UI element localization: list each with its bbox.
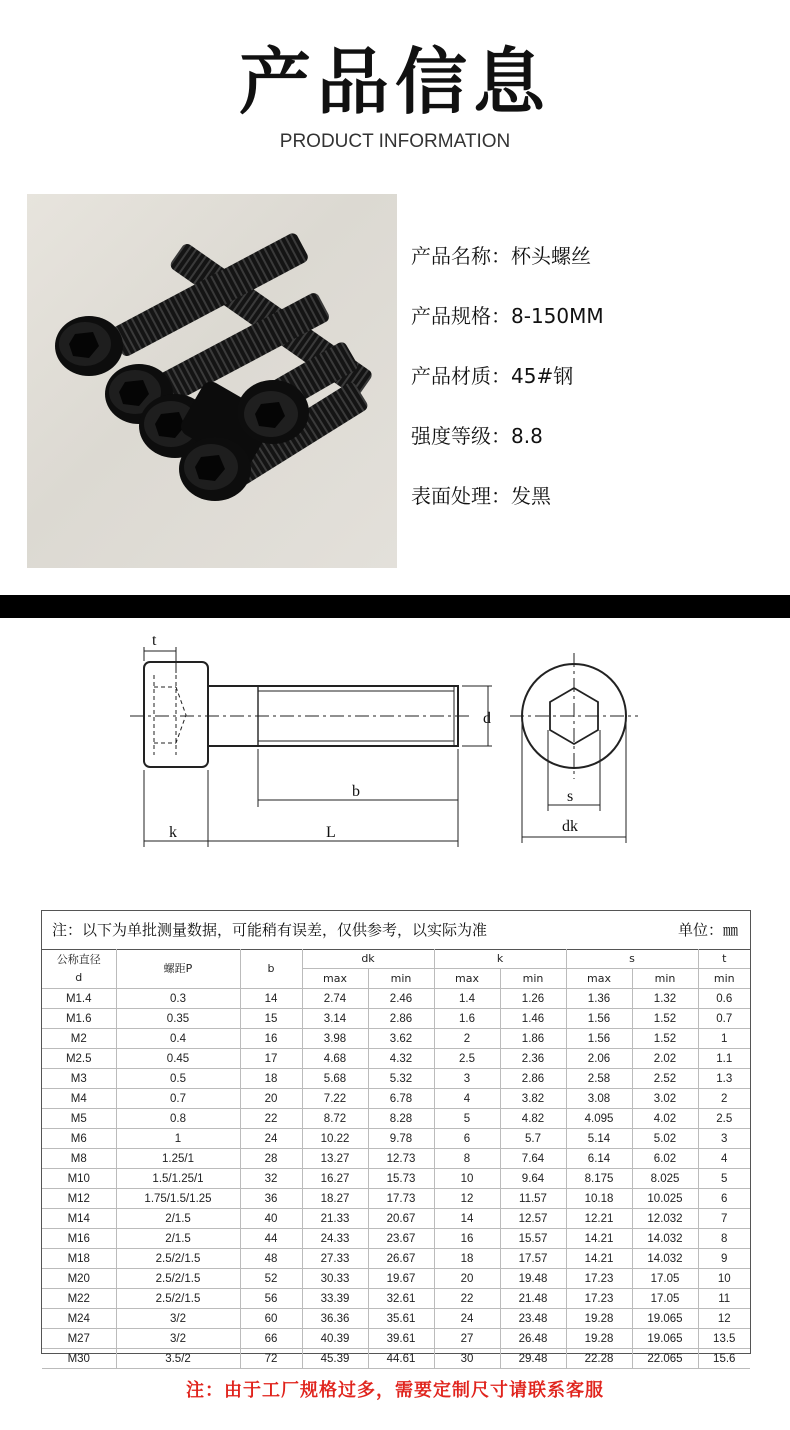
table-cell: 8.28 — [368, 1109, 434, 1129]
table-cell: 12 — [698, 1309, 750, 1329]
table-cell: 2.5 — [698, 1109, 750, 1129]
table-cell: 2 — [434, 1029, 500, 1049]
table-row — [42, 1109, 750, 1129]
table-cell: 2.02 — [632, 1049, 698, 1069]
table-row — [42, 1209, 750, 1229]
table-cell: 11 — [698, 1289, 750, 1309]
table-cell: 1.6 — [434, 1009, 500, 1029]
table-cell: 27.33 — [302, 1249, 368, 1269]
table-cell: 13.27 — [302, 1149, 368, 1169]
table-row — [42, 1289, 750, 1309]
info-label: 产品规格： — [411, 304, 511, 328]
technical-drawing — [0, 625, 790, 855]
table-cell: 4.32 — [368, 1049, 434, 1069]
table-cell: 19.67 — [368, 1269, 434, 1289]
dim-label-s: s — [567, 788, 574, 805]
table-cell: 17.57 — [500, 1249, 566, 1269]
table-cell: 22 — [434, 1289, 500, 1309]
spec-table — [41, 910, 751, 1365]
table-cell: 40 — [240, 1209, 302, 1229]
table-cell: 40.39 — [302, 1329, 368, 1349]
header-max: max — [566, 969, 632, 989]
info-label: 产品材质： — [411, 364, 511, 388]
table-cell: 1.25/1 — [116, 1149, 240, 1169]
table-cell: 0.4 — [116, 1029, 240, 1049]
table-cell: 15.73 — [368, 1169, 434, 1189]
table-row — [42, 1349, 750, 1369]
dim-label-L: L — [326, 824, 336, 841]
table-row — [42, 1129, 750, 1149]
table-cell: 1.75/1.5/1.25 — [116, 1189, 240, 1209]
table-cell: 26.67 — [368, 1249, 434, 1269]
table-cell: 48 — [240, 1249, 302, 1269]
table-cell: 15 — [240, 1009, 302, 1029]
table-cell: 14.21 — [566, 1229, 632, 1249]
table-cell: M1.6 — [42, 1009, 116, 1029]
table-cell: 9.64 — [500, 1169, 566, 1189]
table-cell: 9 — [698, 1249, 750, 1269]
table-cell: M8 — [42, 1149, 116, 1169]
table-cell: 36 — [240, 1189, 302, 1209]
table-cell: 60 — [240, 1309, 302, 1329]
table-cell: 2/1.5 — [116, 1229, 240, 1249]
table-cell: 0.7 — [698, 1009, 750, 1029]
info-row-spec — [411, 300, 771, 360]
table-cell: 5.68 — [302, 1069, 368, 1089]
table-cell: 3 — [698, 1129, 750, 1149]
table-cell: 28 — [240, 1149, 302, 1169]
table-cell: 33.39 — [302, 1289, 368, 1309]
table-cell: 21.33 — [302, 1209, 368, 1229]
header-max: max — [434, 969, 500, 989]
table-cell: 52 — [240, 1269, 302, 1289]
page-title: 产品信息 — [238, 40, 551, 124]
header-min: min — [500, 969, 566, 989]
table-cell: 6.02 — [632, 1149, 698, 1169]
table-cell: 5 — [434, 1109, 500, 1129]
product-info — [411, 240, 771, 540]
table-cell: 18 — [434, 1249, 500, 1269]
table-cell: 72 — [240, 1349, 302, 1369]
table-cell: 2.74 — [302, 989, 368, 1009]
page-subtitle: PRODUCT INFORMATION — [279, 131, 511, 152]
header-t: t — [698, 949, 750, 969]
table-cell: 1.26 — [500, 989, 566, 1009]
dim-label-dk: dk — [562, 818, 578, 835]
table-cell: 4 — [698, 1149, 750, 1169]
table-cell: 1.1 — [698, 1049, 750, 1069]
table-cell: 23.48 — [500, 1309, 566, 1329]
table-cell: 2.5/2/1.5 — [116, 1249, 240, 1269]
table-cell: 0.6 — [698, 989, 750, 1009]
info-row-finish — [411, 480, 771, 540]
table-cell: 2.06 — [566, 1049, 632, 1069]
table-cell: 26.48 — [500, 1329, 566, 1349]
table-cell: 8.175 — [566, 1169, 632, 1189]
header-k: k — [434, 949, 566, 969]
table-cell: 24.33 — [302, 1229, 368, 1249]
table-cell: 17.23 — [566, 1269, 632, 1289]
table-cell: 0.35 — [116, 1009, 240, 1029]
table-cell: 44 — [240, 1229, 302, 1249]
table-row — [42, 1029, 750, 1049]
table-cell: M20 — [42, 1269, 116, 1289]
table-cell: 0.5 — [116, 1069, 240, 1089]
table-cell: 19.28 — [566, 1309, 632, 1329]
table-cell: 4 — [434, 1089, 500, 1109]
table-cell: M2 — [42, 1029, 116, 1049]
table-cell: M6 — [42, 1129, 116, 1149]
info-row-name — [411, 240, 771, 300]
table-cell: 5.14 — [566, 1129, 632, 1149]
table-cell: 0.3 — [116, 989, 240, 1009]
table-row — [42, 1149, 750, 1169]
info-value: 发黑 — [511, 484, 551, 508]
table-cell: 10 — [434, 1169, 500, 1189]
table-cell: 6.78 — [368, 1089, 434, 1109]
table-cell: 3 — [434, 1069, 500, 1089]
table-cell: 17.23 — [566, 1289, 632, 1309]
table-cell: 1.86 — [500, 1029, 566, 1049]
table-cell: 0.45 — [116, 1049, 240, 1069]
table-cell: 7.22 — [302, 1089, 368, 1109]
table-cell: 7.64 — [500, 1149, 566, 1169]
table-cell: 10.18 — [566, 1189, 632, 1209]
table-row — [42, 1249, 750, 1269]
table-cell: 20 — [434, 1269, 500, 1289]
table-cell: 1 — [698, 1029, 750, 1049]
table-cell: 3.82 — [500, 1089, 566, 1109]
table-cell: 4.82 — [500, 1109, 566, 1129]
table-cell: 5.7 — [500, 1129, 566, 1149]
table-cell: 18.27 — [302, 1189, 368, 1209]
table-cell: 3/2 — [116, 1329, 240, 1349]
table-cell: 1.36 — [566, 989, 632, 1009]
product-photo — [27, 194, 397, 568]
dim-label-d: d — [483, 710, 491, 727]
table-cell: 3.98 — [302, 1029, 368, 1049]
table-cell: 12.57 — [500, 1209, 566, 1229]
table-cell: 15.6 — [698, 1349, 750, 1369]
table-cell: 0.8 — [116, 1109, 240, 1129]
table-cell: 8 — [434, 1149, 500, 1169]
table-cell: 12.032 — [632, 1209, 698, 1229]
table-cell: 8 — [698, 1229, 750, 1249]
table-cell: 3.5/2 — [116, 1349, 240, 1369]
table-row — [42, 1309, 750, 1329]
table-cell: 32 — [240, 1169, 302, 1189]
table-cell: M22 — [42, 1289, 116, 1309]
table-cell: 12.73 — [368, 1149, 434, 1169]
table-cell: 32.61 — [368, 1289, 434, 1309]
table-cell: 4.68 — [302, 1049, 368, 1069]
table-row — [42, 1189, 750, 1209]
table-cell: 1.46 — [500, 1009, 566, 1029]
table-cell: 44.61 — [368, 1349, 434, 1369]
table-cell: 1.56 — [566, 1009, 632, 1029]
table-cell: 17.05 — [632, 1289, 698, 1309]
table-cell: 30.33 — [302, 1269, 368, 1289]
table-cell: 27 — [434, 1329, 500, 1349]
table-cell: 4.095 — [566, 1109, 632, 1129]
table-cell: M24 — [42, 1309, 116, 1329]
table-cell: 24 — [240, 1129, 302, 1149]
table-cell: M10 — [42, 1169, 116, 1189]
table-cell: 22 — [240, 1109, 302, 1129]
table-cell: 14.21 — [566, 1249, 632, 1269]
info-value: 杯头螺丝 — [511, 244, 591, 268]
table-cell: 23.67 — [368, 1229, 434, 1249]
table-cell: 2.46 — [368, 989, 434, 1009]
table-cell: 1.56 — [566, 1029, 632, 1049]
table-cell: 9.78 — [368, 1129, 434, 1149]
table-cell: 39.61 — [368, 1329, 434, 1349]
table-cell: 6 — [434, 1129, 500, 1149]
table-cell: 14.032 — [632, 1229, 698, 1249]
table-cell: 36.36 — [302, 1309, 368, 1329]
table-cell: 22.28 — [566, 1349, 632, 1369]
table-row — [42, 1229, 750, 1249]
table-row — [42, 1269, 750, 1289]
table-cell: 6 — [698, 1189, 750, 1209]
info-label: 强度等级： — [411, 424, 511, 448]
table-row — [42, 1009, 750, 1029]
table-cell: 17.05 — [632, 1269, 698, 1289]
table-cell: 3.62 — [368, 1029, 434, 1049]
table-cell: 45.39 — [302, 1349, 368, 1369]
info-value: 8.8 — [511, 424, 543, 448]
table-cell: M14 — [42, 1209, 116, 1229]
table-cell: M30 — [42, 1349, 116, 1369]
table-cell: 15.57 — [500, 1229, 566, 1249]
table-cell: 3.08 — [566, 1089, 632, 1109]
table-cell: 21.48 — [500, 1289, 566, 1309]
info-value: 8-150MM — [511, 304, 604, 328]
info-row-material — [411, 360, 771, 420]
table-cell: M12 — [42, 1189, 116, 1209]
table-cell: 10 — [698, 1269, 750, 1289]
table-cell: 14 — [240, 989, 302, 1009]
table-cell: 3.02 — [632, 1089, 698, 1109]
table-note-bar — [42, 911, 750, 950]
table-note: 注：以下为单批测量数据，可能稍有误差，仅供参考，以实际为准 — [52, 921, 488, 939]
header-s: s — [566, 949, 698, 969]
table-cell: M3 — [42, 1069, 116, 1089]
table-unit: 单位：㎜ — [677, 921, 738, 939]
table-cell: 16 — [434, 1229, 500, 1249]
table-cell: 2.5/2/1.5 — [116, 1269, 240, 1289]
info-label: 产品名称： — [411, 244, 511, 268]
table-cell: 35.61 — [368, 1309, 434, 1329]
table-cell: 8.025 — [632, 1169, 698, 1189]
table-cell: 1.32 — [632, 989, 698, 1009]
table-cell: 14 — [434, 1209, 500, 1229]
table-cell: M2.5 — [42, 1049, 116, 1069]
info-value: 45#钢 — [511, 364, 574, 388]
table-cell: 18 — [240, 1069, 302, 1089]
table-cell: 2 — [698, 1089, 750, 1109]
table-cell: M1.4 — [42, 989, 116, 1009]
table-row — [42, 1089, 750, 1109]
table-cell: M4 — [42, 1089, 116, 1109]
footnote: 注：由于工厂规格过多，需要定制尺寸请联系客服 — [186, 1380, 604, 1401]
header-pitch: 螺距P — [116, 949, 240, 989]
table-row — [42, 1329, 750, 1349]
spec-table-grid — [42, 949, 750, 1369]
table-row — [42, 989, 750, 1009]
table-cell: 66 — [240, 1329, 302, 1349]
section-divider-bar — [0, 595, 790, 618]
table-cell: 2.86 — [500, 1069, 566, 1089]
table-cell: 12 — [434, 1189, 500, 1209]
table-cell: 16 — [240, 1029, 302, 1049]
table-cell: 2/1.5 — [116, 1209, 240, 1229]
table-cell: 7 — [698, 1209, 750, 1229]
table-cell: 3.14 — [302, 1009, 368, 1029]
table-cell: 14.032 — [632, 1249, 698, 1269]
header-max: max — [302, 969, 368, 989]
table-cell: 1.3 — [698, 1069, 750, 1089]
table-cell: 10.22 — [302, 1129, 368, 1149]
dim-label-k: k — [169, 824, 177, 841]
header-min: min — [632, 969, 698, 989]
header-min: min — [698, 969, 750, 989]
table-cell: 56 — [240, 1289, 302, 1309]
dim-label-t: t — [152, 632, 157, 649]
table-cell: 19.48 — [500, 1269, 566, 1289]
dim-label-b: b — [352, 783, 360, 800]
table-cell: 1.4 — [434, 989, 500, 1009]
table-cell: 20 — [240, 1089, 302, 1109]
table-row — [42, 1069, 750, 1089]
header-diameter: 公称直径 d — [42, 949, 116, 989]
table-cell: 2.36 — [500, 1049, 566, 1069]
table-cell: 8.72 — [302, 1109, 368, 1129]
table-cell: M18 — [42, 1249, 116, 1269]
table-cell: 2.58 — [566, 1069, 632, 1089]
header-b: b — [240, 949, 302, 989]
table-cell: 1.52 — [632, 1029, 698, 1049]
table-cell: 24 — [434, 1309, 500, 1329]
table-cell: 19.065 — [632, 1309, 698, 1329]
table-cell: 1 — [116, 1129, 240, 1149]
table-cell: 3/2 — [116, 1309, 240, 1329]
table-cell: M16 — [42, 1229, 116, 1249]
table-cell: 0.7 — [116, 1089, 240, 1109]
table-cell: 30 — [434, 1349, 500, 1369]
header-min: min — [368, 969, 434, 989]
table-cell: 2.86 — [368, 1009, 434, 1029]
table-cell: 19.28 — [566, 1329, 632, 1349]
table-cell: 19.065 — [632, 1329, 698, 1349]
table-cell: 4.02 — [632, 1109, 698, 1129]
info-row-grade — [411, 420, 771, 480]
table-cell: 2.52 — [632, 1069, 698, 1089]
table-cell: 17 — [240, 1049, 302, 1069]
table-cell: M5 — [42, 1109, 116, 1129]
table-cell: 6.14 — [566, 1149, 632, 1169]
table-cell: 22.065 — [632, 1349, 698, 1369]
table-cell: 1.5/1.25/1 — [116, 1169, 240, 1189]
header-dk: dk — [302, 949, 434, 969]
table-cell: 2.5/2/1.5 — [116, 1289, 240, 1309]
table-cell: 29.48 — [500, 1349, 566, 1369]
table-cell: 17.73 — [368, 1189, 434, 1209]
table-cell: M27 — [42, 1329, 116, 1349]
table-cell: 5 — [698, 1169, 750, 1189]
table-cell: 5.02 — [632, 1129, 698, 1149]
table-cell: 13.5 — [698, 1329, 750, 1349]
table-cell: 16.27 — [302, 1169, 368, 1189]
table-cell: 1.52 — [632, 1009, 698, 1029]
table-cell: 20.67 — [368, 1209, 434, 1229]
table-cell: 11.57 — [500, 1189, 566, 1209]
table-row — [42, 1049, 750, 1069]
table-cell: 5.32 — [368, 1069, 434, 1089]
table-cell: 10.025 — [632, 1189, 698, 1209]
info-label: 表面处理： — [411, 484, 511, 508]
table-cell: 12.21 — [566, 1209, 632, 1229]
table-cell: 2.5 — [434, 1049, 500, 1069]
table-row — [42, 1169, 750, 1189]
